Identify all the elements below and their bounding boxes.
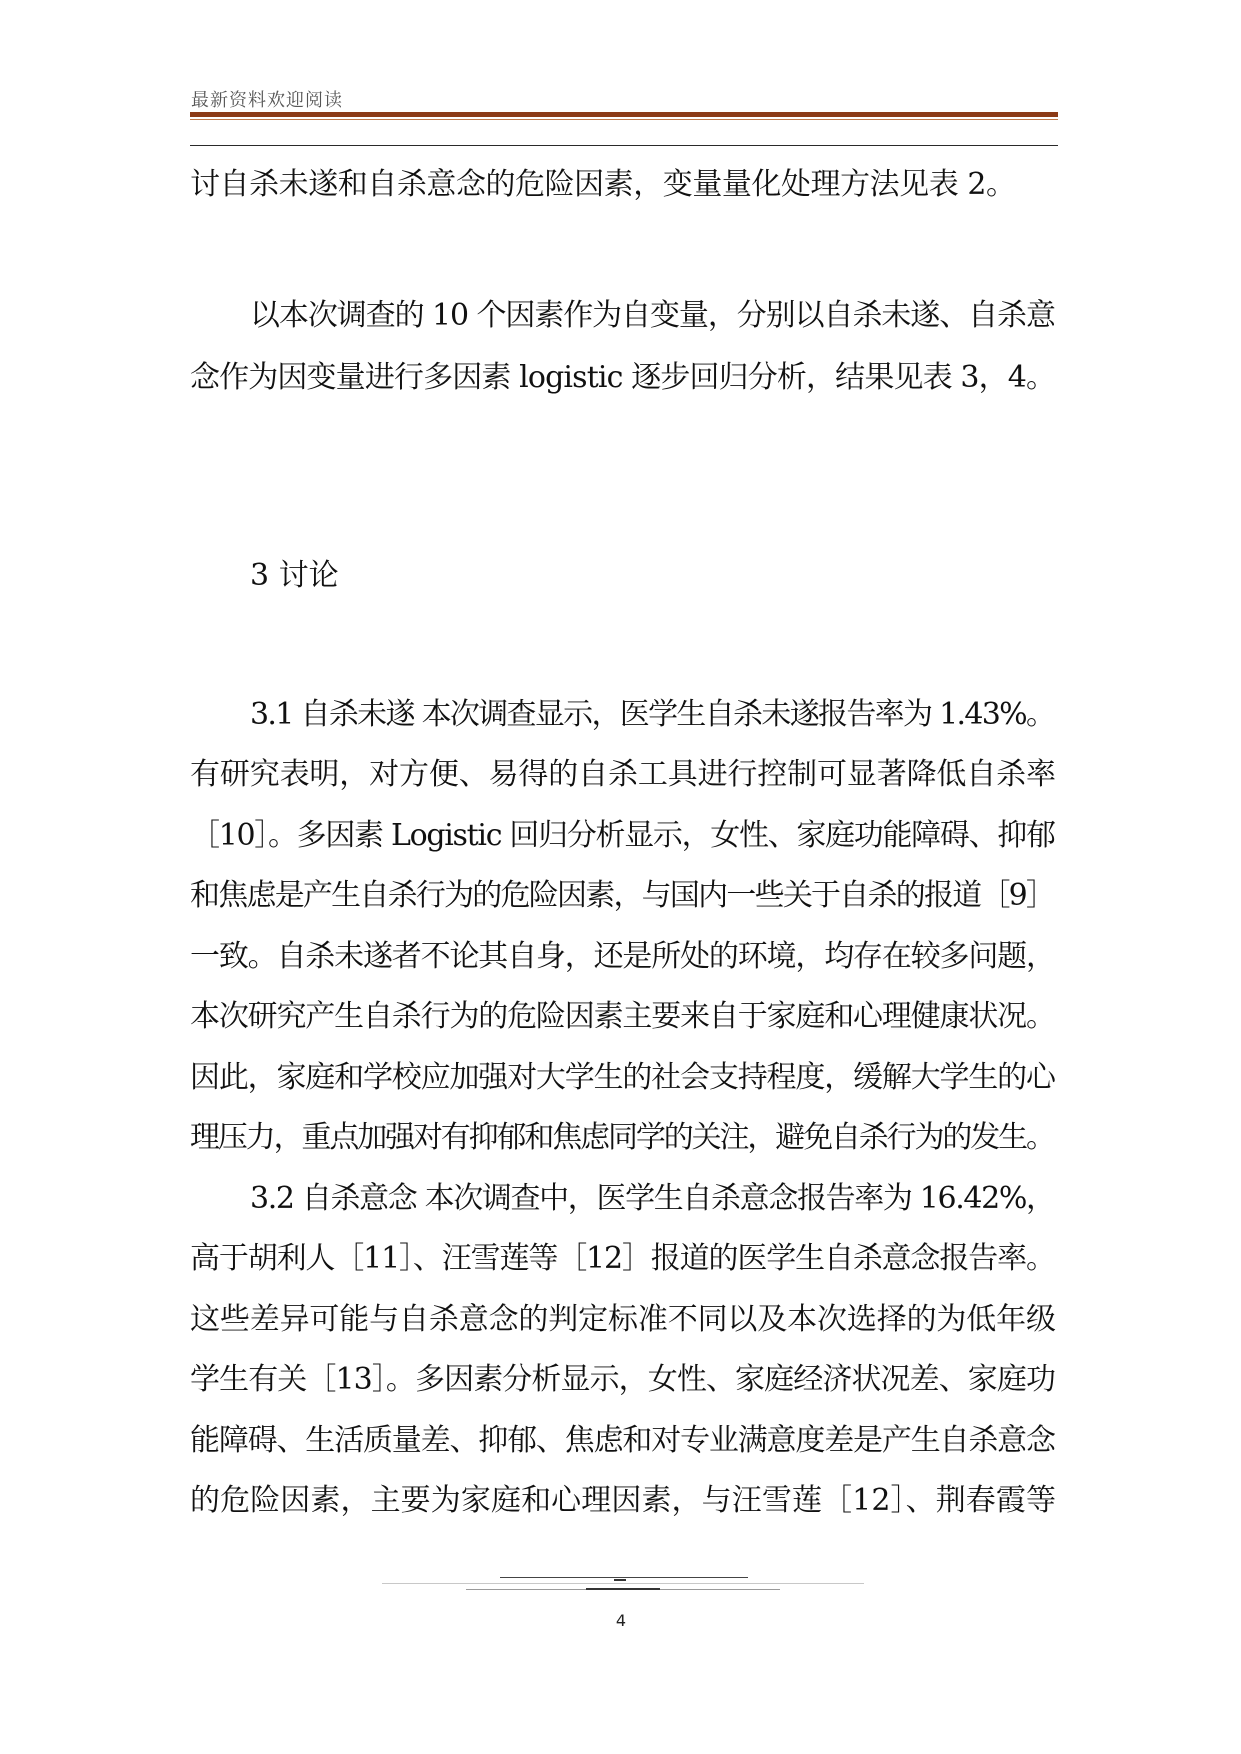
body-line: 3.1 自杀未遂 本次调查显示，医学生自杀未遂报告率为 1.43%。 [250, 697, 1055, 732]
page-number: 4 [615, 1611, 627, 1630]
body-line: 一致。自杀未遂者不论其自身，还是所处的环境，均存在较多问题， [190, 939, 1055, 974]
body-line: 这些差异可能与自杀意念的判定标准不同以及本次选择的为低年级 [190, 1302, 1056, 1337]
body-line: 能障碍、生活质量差、抑郁、焦虑和对专业满意度差是产生自杀意念 [190, 1423, 1055, 1458]
section-heading: 3 讨论 [250, 558, 339, 593]
body-line: 本次研究产生自杀行为的危险因素主要来自于家庭和心理健康状况。 [190, 999, 1055, 1034]
body-line: ［10］。多因素 Logistic 回归分析显示，女性、家庭功能障碍、抑郁 [190, 818, 1055, 853]
body-line: 理压力，重点加强对有抑郁和焦虑同学的关注，避免自杀行为的发生。 [190, 1120, 1054, 1155]
body-line: 因此，家庭和学校应加强对大学生的社会支持程度，缓解大学生的心 [190, 1060, 1055, 1095]
header-rule-thick [190, 112, 1058, 117]
header-rule-black [190, 145, 1058, 146]
footer-rule [586, 1588, 660, 1590]
body-line: 和焦虑是产生自杀行为的危险因素，与国内一些关于自杀的报道［9］ [190, 878, 1055, 913]
footer-rule [614, 1579, 626, 1581]
body-line: 的危险因素，主要为家庭和心理因素，与汪雪莲［12］、荆春霞等 [190, 1483, 1057, 1518]
body-line: 3.2 自杀意念 本次调查中，医学生自杀意念报告率为 16.42%， [250, 1181, 1055, 1216]
footer-rule [382, 1583, 864, 1584]
body-line: 讨自杀未遂和自杀意念的危险因素，变量量化处理方法见表 2。 [190, 167, 1016, 202]
body-line: 高于胡利人［11］、汪雪莲等［12］报道的医学生自杀意念报告率。 [190, 1241, 1055, 1276]
body-line: 学生有关［13］。多因素分析显示，女性、家庭经济状况差、家庭功 [190, 1362, 1056, 1397]
body-line: 有研究表明，对方便、易得的自杀工具进行控制可显著降低自杀率 [190, 757, 1056, 792]
body-line: 以本次调查的 10 个因素作为自变量，分别以自杀未遂、自杀意 [250, 298, 1055, 333]
footer-rule [500, 1577, 748, 1578]
header-rule-thin [190, 119, 1058, 120]
header-text: 最新资料欢迎阅读 [191, 90, 343, 111]
body-line: 念作为因变量进行多因素 logistic 逐步回归分析，结果见表 3，4。 [190, 360, 1056, 395]
